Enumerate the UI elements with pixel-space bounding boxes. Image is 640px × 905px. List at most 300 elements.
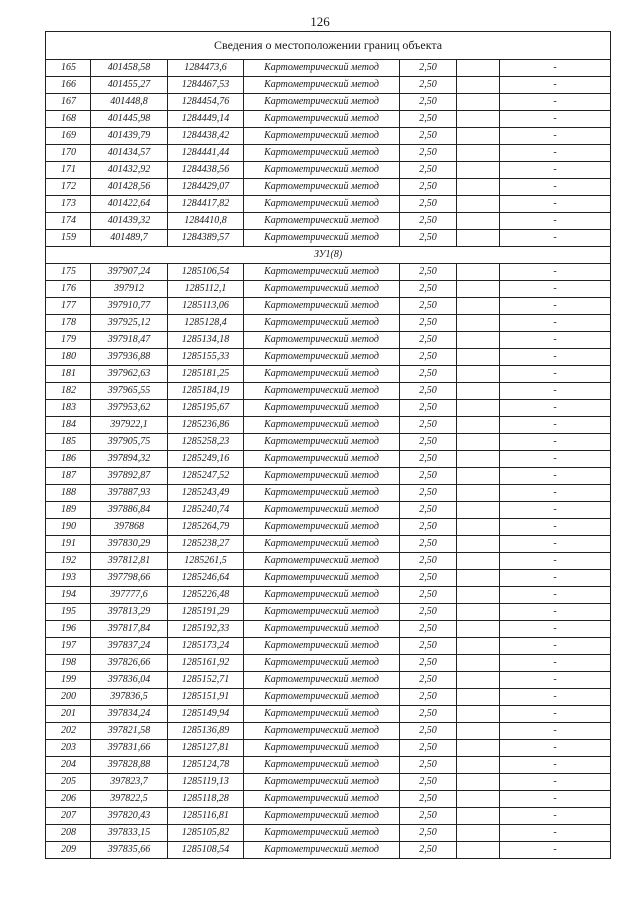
table-row xyxy=(46,570,611,587)
accuracy: 2,50 xyxy=(400,638,457,655)
method: Картометрический метод xyxy=(244,128,400,145)
table-row xyxy=(46,264,611,281)
point-number: 165 xyxy=(46,60,91,77)
point-number: 168 xyxy=(46,111,91,128)
point-number: 166 xyxy=(46,77,91,94)
note: - xyxy=(500,400,611,417)
coord-y: 1285155,33 xyxy=(168,349,244,366)
coord-y: 1285173,24 xyxy=(168,638,244,655)
table-row xyxy=(46,128,611,145)
coord-x: 401455,27 xyxy=(91,77,168,94)
method: Картометрический метод xyxy=(244,536,400,553)
accuracy: 2,50 xyxy=(400,791,457,808)
point-number: 183 xyxy=(46,400,91,417)
table-row xyxy=(46,672,611,689)
table-row xyxy=(46,502,611,519)
coord-y: 1285112,1 xyxy=(168,281,244,298)
point-number: 201 xyxy=(46,706,91,723)
coord-y: 1285108,54 xyxy=(168,842,244,859)
blank-cell xyxy=(457,111,500,128)
note: - xyxy=(500,808,611,825)
blank-cell xyxy=(457,77,500,94)
table-row xyxy=(46,315,611,332)
method: Картометрический метод xyxy=(244,281,400,298)
point-number: 193 xyxy=(46,570,91,587)
coord-x: 397912 xyxy=(91,281,168,298)
table-row xyxy=(46,298,611,315)
point-number: 170 xyxy=(46,145,91,162)
blank-cell xyxy=(457,383,500,400)
accuracy: 2,50 xyxy=(400,774,457,791)
accuracy: 2,50 xyxy=(400,485,457,502)
table-row xyxy=(46,519,611,536)
coord-x: 397918,47 xyxy=(91,332,168,349)
method: Картометрический метод xyxy=(244,366,400,383)
table-row xyxy=(46,77,611,94)
point-number: 198 xyxy=(46,655,91,672)
point-number: 171 xyxy=(46,162,91,179)
coord-y: 1285184,19 xyxy=(168,383,244,400)
point-number: 159 xyxy=(46,230,91,247)
table-row xyxy=(46,536,611,553)
point-number: 175 xyxy=(46,264,91,281)
coord-y: 1285191,29 xyxy=(168,604,244,621)
method: Картометрический метод xyxy=(244,179,400,196)
accuracy: 2,50 xyxy=(400,128,457,145)
point-number: 181 xyxy=(46,366,91,383)
method: Картометрический метод xyxy=(244,757,400,774)
table-row xyxy=(46,485,611,502)
note: - xyxy=(500,213,611,230)
coord-y: 1285151,91 xyxy=(168,689,244,706)
table-row xyxy=(46,723,611,740)
note: - xyxy=(500,349,611,366)
point-number: 188 xyxy=(46,485,91,502)
coord-y: 1285264,79 xyxy=(168,519,244,536)
note: - xyxy=(500,298,611,315)
coord-y: 1284454,76 xyxy=(168,94,244,111)
table-row xyxy=(46,587,611,604)
note: - xyxy=(500,451,611,468)
accuracy: 2,50 xyxy=(400,706,457,723)
blank-cell xyxy=(457,162,500,179)
coord-x: 397965,55 xyxy=(91,383,168,400)
coord-y: 1285113,06 xyxy=(168,298,244,315)
coord-y: 1285236,86 xyxy=(168,417,244,434)
table-row xyxy=(46,655,611,672)
method: Картометрический метод xyxy=(244,332,400,349)
method: Картометрический метод xyxy=(244,570,400,587)
coord-y: 1285136,89 xyxy=(168,723,244,740)
note: - xyxy=(500,723,611,740)
coord-y: 1285124,78 xyxy=(168,757,244,774)
accuracy: 2,50 xyxy=(400,502,457,519)
note: - xyxy=(500,536,611,553)
accuracy: 2,50 xyxy=(400,94,457,111)
table-row xyxy=(46,791,611,808)
note: - xyxy=(500,434,611,451)
coord-x: 401432,92 xyxy=(91,162,168,179)
table-title: Сведения о местоположении границ объекта xyxy=(46,32,611,60)
accuracy: 2,50 xyxy=(400,723,457,740)
coord-y: 1285246,64 xyxy=(168,570,244,587)
accuracy: 2,50 xyxy=(400,264,457,281)
blank-cell xyxy=(457,655,500,672)
accuracy: 2,50 xyxy=(400,519,457,536)
accuracy: 2,50 xyxy=(400,451,457,468)
blank-cell xyxy=(457,638,500,655)
table-row xyxy=(46,213,611,230)
table-row xyxy=(46,774,611,791)
table-row xyxy=(46,230,611,247)
accuracy: 2,50 xyxy=(400,179,457,196)
blank-cell xyxy=(457,740,500,757)
coord-x: 397910,77 xyxy=(91,298,168,315)
method: Картометрический метод xyxy=(244,791,400,808)
accuracy: 2,50 xyxy=(400,145,457,162)
coord-x: 397823,7 xyxy=(91,774,168,791)
coord-y: 1285152,71 xyxy=(168,672,244,689)
point-number: 202 xyxy=(46,723,91,740)
point-number: 176 xyxy=(46,281,91,298)
method: Картометрический метод xyxy=(244,655,400,672)
coord-x: 401448,8 xyxy=(91,94,168,111)
blank-cell xyxy=(457,587,500,604)
accuracy: 2,50 xyxy=(400,655,457,672)
point-number: 184 xyxy=(46,417,91,434)
method: Картометрический метод xyxy=(244,451,400,468)
point-number: 209 xyxy=(46,842,91,859)
table-row xyxy=(46,417,611,434)
table-row xyxy=(46,604,611,621)
blank-cell xyxy=(457,264,500,281)
blank-cell xyxy=(457,808,500,825)
note: - xyxy=(500,128,611,145)
coord-x: 397837,24 xyxy=(91,638,168,655)
method: Картометрический метод xyxy=(244,604,400,621)
accuracy: 2,50 xyxy=(400,315,457,332)
blank-cell xyxy=(457,621,500,638)
note: - xyxy=(500,740,611,757)
coord-y: 1285195,67 xyxy=(168,400,244,417)
point-number: 185 xyxy=(46,434,91,451)
coord-y: 1284438,56 xyxy=(168,162,244,179)
coord-x: 401439,32 xyxy=(91,213,168,230)
blank-cell xyxy=(457,825,500,842)
coord-x: 397813,29 xyxy=(91,604,168,621)
point-number: 204 xyxy=(46,757,91,774)
coord-x: 397821,58 xyxy=(91,723,168,740)
coord-x: 397936,88 xyxy=(91,349,168,366)
coord-x: 397868 xyxy=(91,519,168,536)
note: - xyxy=(500,621,611,638)
method: Картометрический метод xyxy=(244,740,400,757)
blank-cell xyxy=(457,400,500,417)
note: - xyxy=(500,196,611,213)
coord-x: 397830,29 xyxy=(91,536,168,553)
table-row xyxy=(46,111,611,128)
method: Картометрический метод xyxy=(244,689,400,706)
accuracy: 2,50 xyxy=(400,587,457,604)
coord-y: 1285149,94 xyxy=(168,706,244,723)
method: Картометрический метод xyxy=(244,94,400,111)
blank-cell xyxy=(457,842,500,859)
coord-x: 401428,56 xyxy=(91,179,168,196)
coord-y: 1284449,14 xyxy=(168,111,244,128)
point-number: 182 xyxy=(46,383,91,400)
accuracy: 2,50 xyxy=(400,349,457,366)
blank-cell xyxy=(457,196,500,213)
note: - xyxy=(500,468,611,485)
point-number: 189 xyxy=(46,502,91,519)
coord-y: 1285240,74 xyxy=(168,502,244,519)
note: - xyxy=(500,706,611,723)
accuracy: 2,50 xyxy=(400,366,457,383)
method: Картометрический метод xyxy=(244,111,400,128)
blank-cell xyxy=(457,349,500,366)
method: Картометрический метод xyxy=(244,621,400,638)
method: Картометрический метод xyxy=(244,723,400,740)
blank-cell xyxy=(457,179,500,196)
accuracy: 2,50 xyxy=(400,434,457,451)
coord-x: 397822,5 xyxy=(91,791,168,808)
method: Картометрический метод xyxy=(244,349,400,366)
coord-x: 401445,98 xyxy=(91,111,168,128)
note: - xyxy=(500,332,611,349)
method: Картометрический метод xyxy=(244,383,400,400)
accuracy: 2,50 xyxy=(400,213,457,230)
coord-x: 401439,79 xyxy=(91,128,168,145)
accuracy: 2,50 xyxy=(400,825,457,842)
coord-x: 401434,57 xyxy=(91,145,168,162)
point-number: 186 xyxy=(46,451,91,468)
coord-y: 1285105,82 xyxy=(168,825,244,842)
accuracy: 2,50 xyxy=(400,757,457,774)
table-row xyxy=(46,689,611,706)
blank-cell xyxy=(457,281,500,298)
blank-cell xyxy=(457,519,500,536)
table-row xyxy=(46,842,611,859)
note: - xyxy=(500,315,611,332)
method: Картометрический метод xyxy=(244,519,400,536)
point-number: 173 xyxy=(46,196,91,213)
blank-cell xyxy=(457,689,500,706)
point-number: 195 xyxy=(46,604,91,621)
table-row xyxy=(46,281,611,298)
method: Картометрический метод xyxy=(244,485,400,502)
coord-x: 397777,6 xyxy=(91,587,168,604)
note: - xyxy=(500,366,611,383)
table-row xyxy=(46,366,611,383)
point-number: 187 xyxy=(46,468,91,485)
coord-x: 401422,64 xyxy=(91,196,168,213)
blank-cell xyxy=(457,60,500,77)
point-number: 199 xyxy=(46,672,91,689)
coord-x: 401489,7 xyxy=(91,230,168,247)
coord-y: 1285238,27 xyxy=(168,536,244,553)
blank-cell xyxy=(457,213,500,230)
note: - xyxy=(500,604,611,621)
coord-y: 1285127,81 xyxy=(168,740,244,757)
page-number: 126 xyxy=(310,14,330,29)
note: - xyxy=(500,757,611,774)
table-row xyxy=(46,94,611,111)
point-number: 207 xyxy=(46,808,91,825)
note: - xyxy=(500,111,611,128)
method: Картометрический метод xyxy=(244,213,400,230)
blank-cell xyxy=(457,774,500,791)
note: - xyxy=(500,502,611,519)
table-row xyxy=(46,808,611,825)
note: - xyxy=(500,638,611,655)
table-row xyxy=(46,196,611,213)
method: Картометрический метод xyxy=(244,553,400,570)
accuracy: 2,50 xyxy=(400,196,457,213)
table-row xyxy=(46,621,611,638)
coord-x: 397953,62 xyxy=(91,400,168,417)
coord-x: 397835,66 xyxy=(91,842,168,859)
coord-x: 397886,84 xyxy=(91,502,168,519)
note: - xyxy=(500,162,611,179)
coord-y: 1284467,53 xyxy=(168,77,244,94)
coord-y: 1285134,18 xyxy=(168,332,244,349)
accuracy: 2,50 xyxy=(400,689,457,706)
note: - xyxy=(500,570,611,587)
note: - xyxy=(500,77,611,94)
coord-y: 1284438,42 xyxy=(168,128,244,145)
table-body xyxy=(46,32,611,859)
accuracy: 2,50 xyxy=(400,162,457,179)
coord-y: 1285226,48 xyxy=(168,587,244,604)
method: Картометрический метод xyxy=(244,230,400,247)
accuracy: 2,50 xyxy=(400,621,457,638)
table-title-row xyxy=(46,32,611,60)
blank-cell xyxy=(457,128,500,145)
method: Картометрический метод xyxy=(244,60,400,77)
note: - xyxy=(500,519,611,536)
blank-cell xyxy=(457,604,500,621)
blank-cell xyxy=(457,451,500,468)
method: Картометрический метод xyxy=(244,196,400,213)
point-number: 192 xyxy=(46,553,91,570)
accuracy: 2,50 xyxy=(400,417,457,434)
accuracy: 2,50 xyxy=(400,570,457,587)
coord-x: 397828,88 xyxy=(91,757,168,774)
accuracy: 2,50 xyxy=(400,672,457,689)
coord-x: 397820,43 xyxy=(91,808,168,825)
point-number: 206 xyxy=(46,791,91,808)
method: Картометрический метод xyxy=(244,145,400,162)
note: - xyxy=(500,230,611,247)
blank-cell xyxy=(457,570,500,587)
blank-cell xyxy=(457,502,500,519)
coord-x: 397836,5 xyxy=(91,689,168,706)
point-number: 167 xyxy=(46,94,91,111)
method: Картометрический метод xyxy=(244,77,400,94)
coord-y: 1285258,23 xyxy=(168,434,244,451)
table-row xyxy=(46,451,611,468)
coord-y: 1285106,54 xyxy=(168,264,244,281)
method: Картометрический метод xyxy=(244,315,400,332)
point-number: 190 xyxy=(46,519,91,536)
coord-x: 397925,12 xyxy=(91,315,168,332)
note: - xyxy=(500,553,611,570)
coord-y: 1284429,07 xyxy=(168,179,244,196)
note: - xyxy=(500,485,611,502)
coord-y: 1284441,44 xyxy=(168,145,244,162)
blank-cell xyxy=(457,553,500,570)
blank-cell xyxy=(457,230,500,247)
note: - xyxy=(500,145,611,162)
coord-y: 1285161,92 xyxy=(168,655,244,672)
method: Картометрический метод xyxy=(244,264,400,281)
accuracy: 2,50 xyxy=(400,553,457,570)
method: Картометрический метод xyxy=(244,672,400,689)
coord-y: 1284473,6 xyxy=(168,60,244,77)
coord-x: 397817,84 xyxy=(91,621,168,638)
point-number: 180 xyxy=(46,349,91,366)
blank-cell xyxy=(457,485,500,502)
note: - xyxy=(500,60,611,77)
blank-cell xyxy=(457,315,500,332)
method: Картометрический метод xyxy=(244,774,400,791)
blank-cell xyxy=(457,366,500,383)
note: - xyxy=(500,825,611,842)
table-row xyxy=(46,60,611,77)
method: Картометрический метод xyxy=(244,417,400,434)
table-row xyxy=(46,468,611,485)
method: Картометрический метод xyxy=(244,502,400,519)
section-row xyxy=(46,247,611,264)
note: - xyxy=(500,689,611,706)
table-row xyxy=(46,706,611,723)
accuracy: 2,50 xyxy=(400,332,457,349)
blank-cell xyxy=(457,672,500,689)
point-number: 196 xyxy=(46,621,91,638)
method: Картометрический метод xyxy=(244,400,400,417)
point-number: 208 xyxy=(46,825,91,842)
table-row xyxy=(46,638,611,655)
blank-cell xyxy=(457,536,500,553)
coord-x: 397831,66 xyxy=(91,740,168,757)
blank-cell xyxy=(457,298,500,315)
point-number: 205 xyxy=(46,774,91,791)
note: - xyxy=(500,179,611,196)
coord-y: 1284389,57 xyxy=(168,230,244,247)
accuracy: 2,50 xyxy=(400,740,457,757)
method: Картометрический метод xyxy=(244,587,400,604)
table-row xyxy=(46,332,611,349)
note: - xyxy=(500,383,611,400)
point-number: 191 xyxy=(46,536,91,553)
note: - xyxy=(500,417,611,434)
accuracy: 2,50 xyxy=(400,230,457,247)
blank-cell xyxy=(457,434,500,451)
point-number: 177 xyxy=(46,298,91,315)
method: Картометрический метод xyxy=(244,162,400,179)
accuracy: 2,50 xyxy=(400,468,457,485)
coord-x: 397962,63 xyxy=(91,366,168,383)
method: Картометрический метод xyxy=(244,825,400,842)
coord-y: 1285249,16 xyxy=(168,451,244,468)
table-row xyxy=(46,400,611,417)
coord-x: 397826,66 xyxy=(91,655,168,672)
blank-cell xyxy=(457,468,500,485)
accuracy: 2,50 xyxy=(400,298,457,315)
accuracy: 2,50 xyxy=(400,111,457,128)
point-number: 174 xyxy=(46,213,91,230)
table-row xyxy=(46,553,611,570)
